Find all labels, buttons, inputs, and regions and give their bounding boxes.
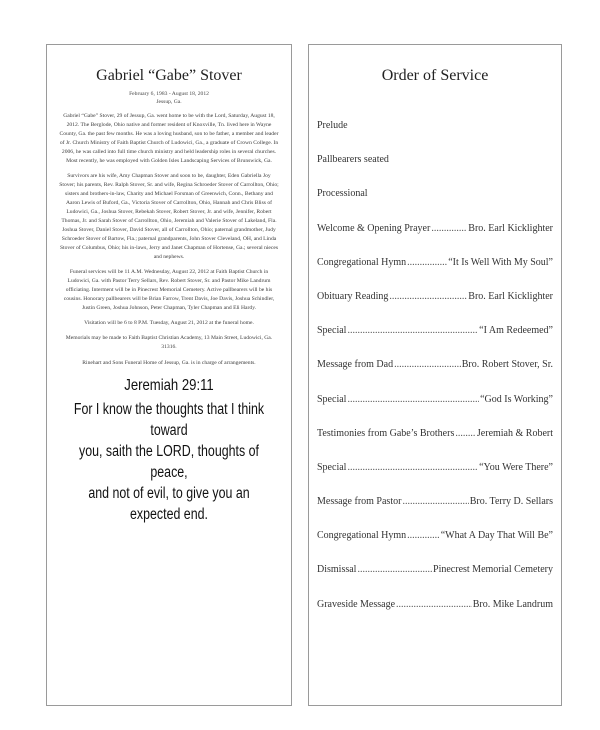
leader-dots <box>407 257 447 268</box>
service-item-person: “I Am Redeemed” <box>479 325 553 337</box>
order-of-service-panel <box>308 44 562 706</box>
service-list <box>317 120 553 633</box>
obituary-panel <box>46 44 292 706</box>
leader-dots <box>407 530 440 541</box>
obituary-paragraph: Survivors are his wife, Amy Chapman Stover and soon to be, daughter, Eden Gabriella Joy Stover; his parents, Rev. Ralph Stover, Sr. and wife, Regina Schroeder Stover of Carrollton, Ohio; sisters and brothers-in-law, Charity and Michael Forsman of Greenwich, Conn., Bethany and Aaron Lewis of Buford, Ga., Victoria Stover of Carrollton, Ohio, Hannah and Chris Bliss of Ludowici, Ga., Joshua Stover, Rebekah Stover, Robert Stover, Jr. and wife, Jennifer, Robert Thomas, Jr. and Sarah Stover of Carrollton, Ohio, Jeremiah and Valerie Stover of Lakeland, Fla. Joshua Stover, Daniel Stover, David Stover, all of Carrollton, Ohio; paternal grandmother, Judy Schroeder Stover of Bartow, Fla.; paternal grandparents, John Stover Cleveland, OH, and Linda Stover of Columbus, Ohio; his in-laws, Jerry and Janet Chapman of Hortense, Ga.; several nieces and nephews. <box>59 173 279 260</box>
service-item-label: Congregational Hymn <box>317 256 407 268</box>
service-item <box>317 599 553 633</box>
obituary-paragraph: Memorials may be made to Faith Baptist Christian Academy, 13 Main Street, Ludowici, Ga. 31316. <box>65 335 273 350</box>
service-item-label: Obituary Reading <box>317 290 389 302</box>
service-item-label: Congregational Hymn <box>317 530 407 542</box>
service-item-label: Message from Dad <box>317 359 394 371</box>
leader-dots <box>396 599 472 610</box>
service-item-person: Bro. Earl Kicklighter <box>468 222 553 234</box>
service-item <box>317 359 553 393</box>
service-item-person: “God Is Working” <box>480 393 553 405</box>
service-item-person: “You Were There” <box>479 461 553 473</box>
service-item-label: Message from Pastor <box>317 496 402 508</box>
obituary-dates: February 6, 1983 - August 18, 2012 <box>129 91 209 97</box>
service-item <box>317 394 553 428</box>
obituary-place: Jessup, Ga. <box>156 99 182 105</box>
obituary-paragraph: Rinehart and Sons Funeral Home of Jessup, Ga. is in charge of arrangements. <box>82 360 256 366</box>
leader-dots <box>347 325 478 336</box>
leader-dots <box>389 291 467 302</box>
service-item <box>317 257 553 291</box>
service-item-person: Pinecrest Memorial Cemetery <box>433 564 553 576</box>
verse-reference: Jeremiah 29:11 <box>124 377 214 394</box>
verse-line: and not of evil, to give you an expected end. <box>88 485 250 523</box>
verse-line: you, saith the LORD, thoughts of peace, <box>79 443 259 481</box>
service-item <box>317 325 553 359</box>
service-item-label: Special <box>317 393 347 405</box>
obituary-paragraph: Visitation will be 6 to 8 P.M. Tuesday, August 21, 2012 at the funeral home. <box>84 320 254 326</box>
service-item-person: Bro. Mike Landrum <box>472 598 553 610</box>
service-item <box>317 428 553 462</box>
leader-dots <box>347 462 478 473</box>
service-item <box>317 291 553 325</box>
service-item <box>317 530 553 564</box>
service-item <box>317 120 553 154</box>
leader-dots <box>431 223 467 234</box>
service-item-label: Dismissal <box>317 564 357 576</box>
service-item-label: Pallbearers seated <box>317 154 389 166</box>
service-item <box>317 154 553 188</box>
service-item-label: Welcome & Opening Prayer <box>317 222 431 234</box>
service-item-label: Graveside Message <box>317 598 396 610</box>
verse-text <box>71 399 266 525</box>
leader-dots <box>402 496 468 507</box>
service-item-person: “What A Day That Will Be” <box>440 530 553 542</box>
obituary-title: Gabriel “Gabe” Stover <box>96 67 242 84</box>
service-item <box>317 496 553 530</box>
leader-dots <box>347 394 479 405</box>
leader-dots <box>455 428 476 439</box>
service-item-label: Special <box>317 325 347 337</box>
service-item-person: Bro. Earl Kicklighter <box>468 290 553 302</box>
service-item-label: Special <box>317 461 347 473</box>
service-item <box>317 564 553 598</box>
service-item-person: Jeremiah & Robert <box>476 427 553 439</box>
service-item <box>317 462 553 496</box>
service-item <box>317 188 553 222</box>
verse-line: For I know the thoughts that I think toward <box>73 401 265 439</box>
obituary-paragraph: Gabriel “Gabe” Stover, 29 of Jessup, Ga. went home to be with the Lord, Saturday, August 18, 2012. The Berglode, Ohio native and former resident of Knoxville, Tn. lived here in Wayne County, Ga. the past few months. He was a loving husband, son to be father, a member and leader of Jr. Church Ministry of Faith Baptist Church of Ludowici, Ga., a graduate of Crown College. In 2006, he was called into full time church ministry and held leadership roles in several churches. Most recently, he was employed with Golden Isles Landscaping Services of Brunswick, Ga. <box>59 113 279 164</box>
obituary-paragraph: Funeral services will be 11 A.M. Wednesday, August 22, 2012 at Faith Baptist Church in Ludowici, Ga. with Pastor Terry Sellars, Rev. Robert Stover, Sr. and Pastor Mike Landrum officiating. Interment will be in Pinecrest Memorial Cemetery. Active pallbearers will be his cousins. Honorary pallbearers will be Brian Farrow, Trent Davis, Joe Davis, Joshua Schindler, Justin Green, Joshua Johnson, Peter Chapman, Tyler Chapman and Eli Hardy. <box>63 269 275 311</box>
service-item-person: Bro. Terry D. Sellars <box>469 496 553 508</box>
leader-dots <box>357 564 432 575</box>
service-item-person: “It Is Well With My Soul” <box>448 256 553 268</box>
service-item-person: Bro. Robert Stover, Sr. <box>461 359 553 371</box>
service-item-label: Prelude <box>317 120 348 131</box>
service-title: Order of Service <box>381 67 489 84</box>
leader-dots <box>394 359 461 370</box>
service-item-label: Testimonies from Gabe’s Brothers <box>317 427 455 439</box>
service-item-label: Processional <box>317 188 368 200</box>
service-item <box>317 223 553 257</box>
